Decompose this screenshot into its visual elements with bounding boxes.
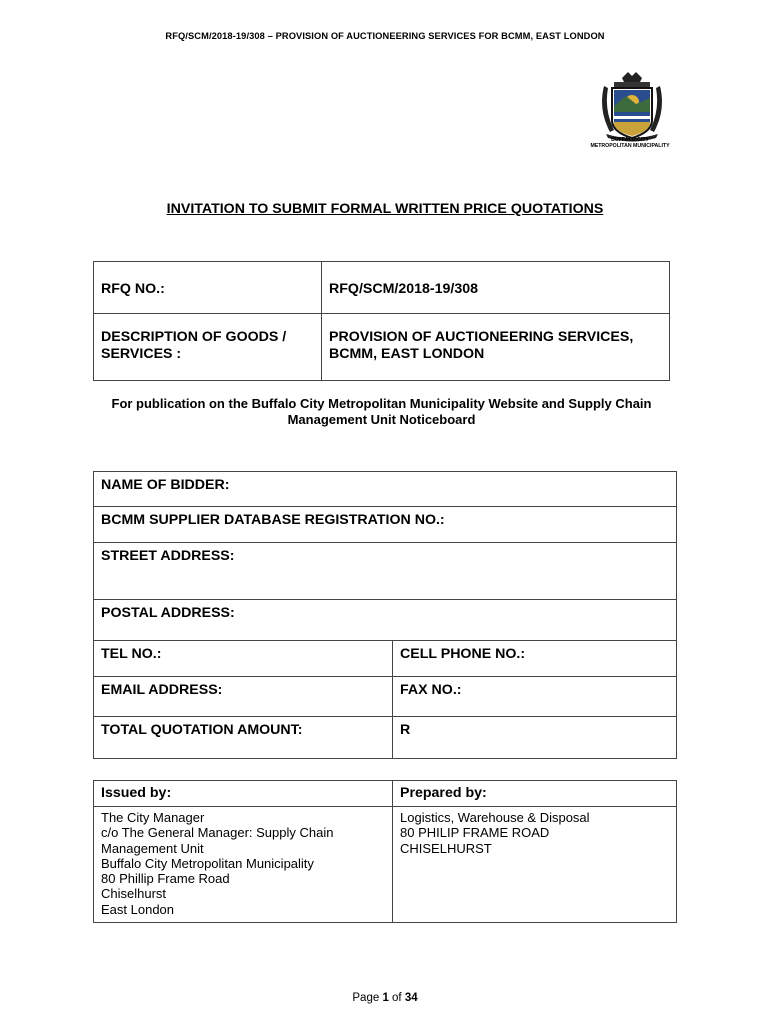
registration-number-label: BCMM SUPPLIER DATABASE REGISTRATION NO.: (94, 507, 677, 543)
logo-caption (575, 137, 685, 149)
rfq-summary-table (93, 261, 670, 381)
issued-by-address (94, 807, 393, 923)
cell-phone-label: CELL PHONE NO.: (393, 641, 677, 677)
rfq-number-row (94, 262, 670, 314)
description-label: DESCRIPTION OF GOODS / SERVICES : (94, 314, 322, 381)
prepared-by-line: CHISELHURST (400, 840, 492, 856)
issued-by-line: 80 Phillip Frame Road (101, 871, 230, 887)
registration-row (94, 507, 677, 543)
total-amount-row (94, 717, 677, 759)
issued-by-line: Buffalo City Metropolitan Municipality (101, 855, 314, 871)
issued-by-line: Management Unit (101, 840, 204, 856)
prepared-by-label: Prepared by: (393, 781, 677, 807)
postal-address-label: POSTAL ADDRESS: (94, 600, 677, 641)
logo-caption-line-2: METROPOLITAN MUNICIPALITY (590, 143, 670, 149)
email-address-label: EMAIL ADDRESS: (94, 677, 393, 717)
document-title: INVITATION TO SUBMIT FORMAL WRITTEN PRICE QUOTATIONS (166, 201, 604, 217)
fax-number-label: FAX NO.: (393, 677, 677, 717)
prepared-by-line: Logistics, Warehouse & Disposal (400, 810, 590, 825)
issued-by-label: Issued by: (94, 781, 393, 807)
issuer-table (93, 780, 677, 923)
of-word: of (388, 992, 405, 1004)
page-number-footer (0, 992, 770, 1004)
prepared-by-address (393, 807, 677, 923)
current-page-number: 1 (382, 992, 389, 1004)
publication-note: For publication on the Buffalo City Metropolitan Municipality Website and Supply Chain Management Unit Noticeboard (111, 396, 652, 427)
rfq-number-value: RFQ/SCM/2018-19/308 (322, 262, 670, 314)
phone-row (94, 641, 677, 677)
page-word: Page (352, 992, 383, 1004)
description-row (94, 314, 670, 381)
email-fax-row (94, 677, 677, 717)
issued-by-line: East London (101, 901, 175, 917)
tel-number-label: TEL NO.: (94, 641, 393, 677)
street-address-label: STREET ADDRESS: (94, 543, 677, 600)
issuer-detail-row (94, 807, 677, 923)
issued-by-line: c/o The General Manager: Supply Chain (101, 825, 334, 841)
total-pages-number: 34 (404, 992, 418, 1004)
prepared-by-line: 80 PHILIP FRAME ROAD (400, 825, 550, 841)
rfq-number-label: RFQ NO.: (94, 262, 322, 314)
street-address-row (94, 543, 677, 600)
issuer-header-row (94, 781, 677, 807)
document-reference-header: RFQ/SCM/2018-19/308 – PROVISION OF AUCTIONEERING SERVICES FOR BCMM, EAST LONDON (165, 31, 605, 41)
description-value: PROVISION OF AUCTIONEERING SERVICES, BCMM, EAST LONDON (322, 314, 670, 381)
bidder-name-label: NAME OF BIDDER: (94, 472, 677, 507)
postal-address-row (94, 600, 677, 641)
bidder-details-table (93, 471, 677, 759)
total-quotation-value: R (393, 717, 677, 759)
total-quotation-label: TOTAL QUOTATION AMOUNT: (94, 717, 393, 759)
bidder-name-row (94, 472, 677, 507)
logo-caption-line-1: BUFFALO CITY (611, 137, 649, 143)
issued-by-line: Chiselhurst (101, 886, 167, 902)
issued-by-line: The City Manager (101, 810, 205, 825)
